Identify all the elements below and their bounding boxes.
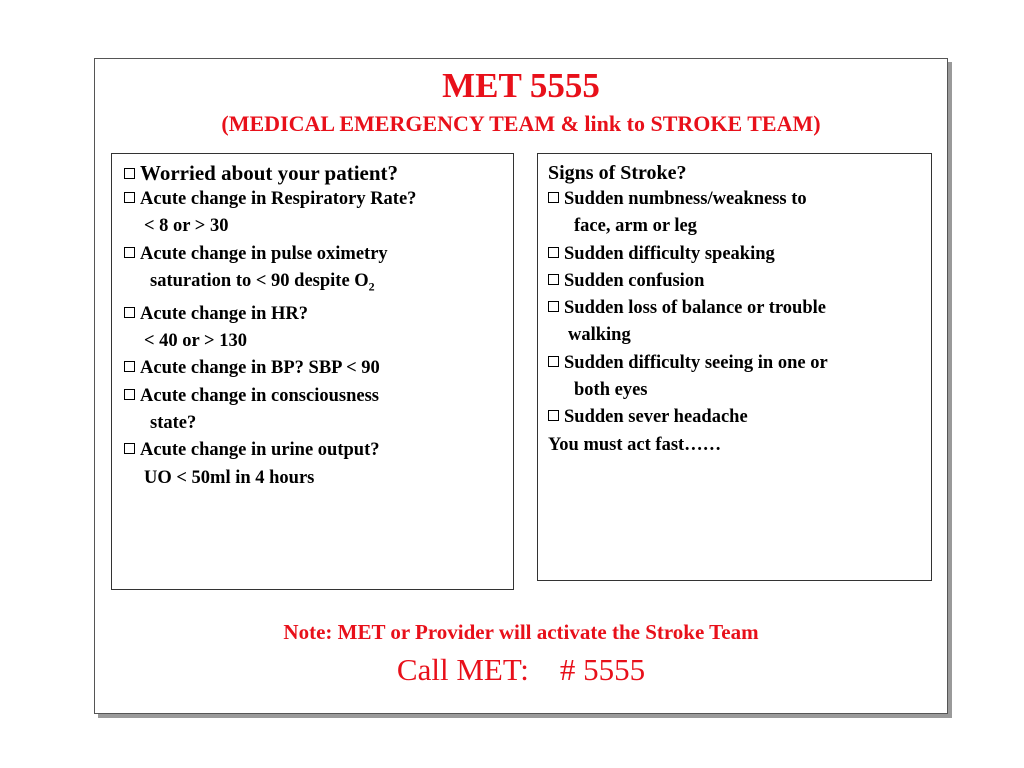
list-item: Sudden numbness/weakness to face, arm or leg bbox=[548, 186, 931, 241]
stroke-signs-heading: Signs of Stroke? bbox=[548, 162, 687, 184]
checkbox-icon bbox=[124, 307, 135, 318]
call-met-number: Call MET: # 5555 bbox=[396, 652, 646, 687]
checkbox-icon bbox=[548, 410, 559, 421]
page-subtitle: (MEDICAL EMERGENCY TEAM & link to STROKE TEAM) bbox=[221, 111, 821, 136]
checkbox-icon bbox=[124, 192, 135, 203]
act-fast-text: You must act fast…… bbox=[548, 434, 722, 455]
checkbox-icon bbox=[548, 301, 559, 312]
list-item: Acute change in HR? < 40 or > 130 bbox=[124, 301, 513, 356]
checkbox-icon bbox=[548, 192, 559, 203]
checkbox-icon bbox=[548, 356, 559, 367]
list-item: Sudden loss of balance or trouble walking bbox=[548, 295, 931, 350]
list-item: Sudden difficulty speaking bbox=[548, 241, 931, 268]
list-item: Acute change in BP? SBP < 90 bbox=[124, 355, 513, 382]
checkbox-icon bbox=[124, 361, 135, 372]
stroke-team-note: Note: MET or Provider will activate the Stroke Team bbox=[283, 620, 759, 644]
list-item: Sudden confusion bbox=[548, 268, 931, 295]
met-criteria-heading: Worried about your patient? bbox=[124, 160, 513, 186]
checkbox-icon bbox=[124, 389, 135, 400]
list-item: Acute change in urine output? UO < 50ml in 4 hours bbox=[124, 437, 513, 492]
checkbox-icon bbox=[548, 274, 559, 285]
checkbox-icon bbox=[124, 443, 135, 454]
list-item: Acute change in pulse oximetry saturation to < 90 despite $O_2$ bbox=[124, 241, 513, 301]
stroke-signs-box bbox=[537, 153, 932, 581]
list-item: Sudden sever headache bbox=[548, 404, 931, 431]
list-item: Acute change in Respiratory Rate? < 8 or > 30 bbox=[124, 186, 513, 241]
met-criteria-box bbox=[111, 153, 514, 590]
list-item: Acute change in consciousness state? bbox=[124, 383, 513, 438]
met-criteria-list bbox=[124, 186, 513, 492]
checkbox-icon bbox=[124, 168, 135, 179]
list-item: Sudden difficulty seeing in one or both eyes bbox=[548, 350, 931, 405]
checkbox-icon bbox=[124, 247, 135, 258]
met-card bbox=[94, 58, 948, 714]
checkbox-icon bbox=[548, 247, 559, 258]
page-title: MET 5555 bbox=[442, 66, 600, 105]
stroke-signs-list bbox=[548, 186, 931, 432]
